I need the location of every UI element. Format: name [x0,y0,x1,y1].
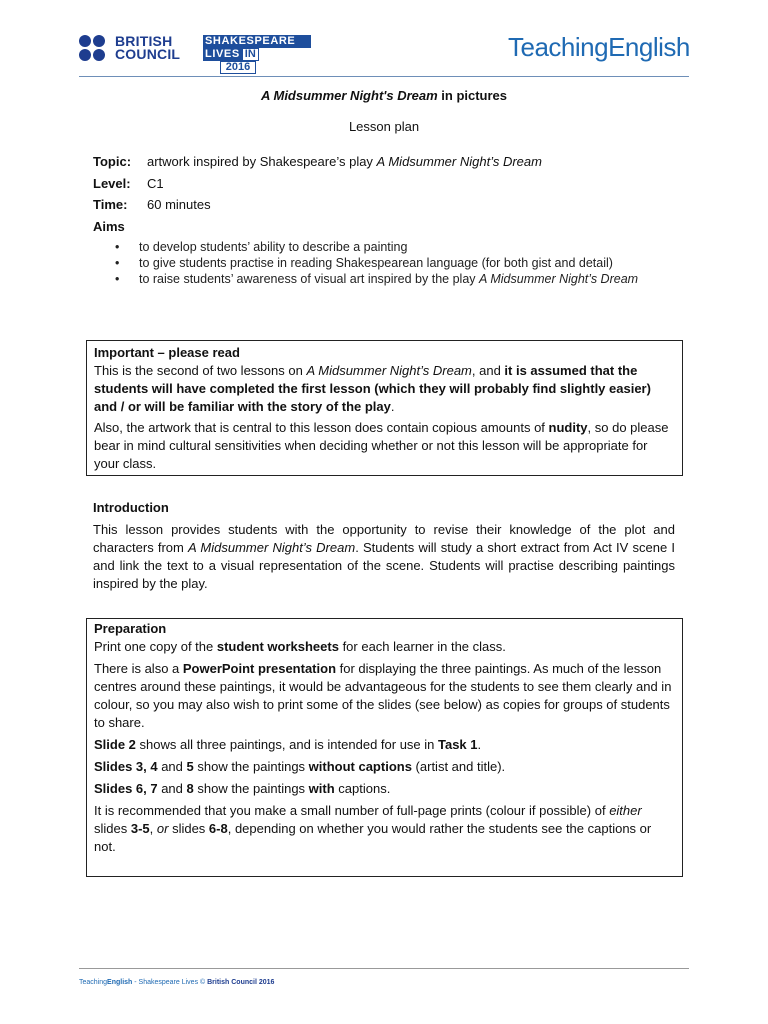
important-paragraph-2: Also, the artwork that is central to this lesson does contain copious amounts of nudity, so do please bear in mind cultural sensitivities when deciding whether or not this lesson will be appropriate for your class. [94,420,669,471]
preparation-heading: Preparation [94,621,167,636]
preparation-paragraph-4: Slides 3, 4 and 5 show the paintings without captions (artist and title). [94,759,506,774]
aims-list [113,240,668,288]
list-item: • to develop students’ ability to describe a painting [113,240,668,255]
shakespeare-lives-logo: SHAKESPEARE LIVES IN 2016 [203,35,311,75]
british-council-dots-icon [79,33,109,63]
document-subtitle: Lesson plan [348,119,420,134]
footer-divider [79,968,689,969]
important-box [86,340,683,476]
introduction-heading: Introduction [93,500,169,515]
introduction-paragraph: This lesson provides students with the opportunity to revise their knowledge of the plot and characters from A Midsummer Night’s Dream. Students will study a short extract from Act IV scene I and link the text to a visual representation of the scene. Students will practise describing paintings inspired by the play. [93,522,675,591]
important-paragraph-1: This is the second of two lessons on A Midsummer Night’s Dream, and it is assumed that the students will have completed the first lesson (which they will probably find slightly easier) and / or will be familiar with the story of the play. [94,363,651,414]
header-divider [79,76,689,77]
preparation-paragraph-1: Print one copy of the student worksheets for each learner in the class. [94,639,506,654]
preparation-box [86,618,683,877]
aims-heading: Aims [93,219,125,234]
preparation-paragraph-5: Slides 6, 7 and 8 show the paintings with captions. [94,781,391,796]
important-heading: Important – please read [94,345,240,360]
british-council-logo [79,33,180,63]
teaching-english-logo: TeachingEnglish [508,32,690,62]
list-item: • to give students practise in reading Shakespearean language (for both gist and detail) [113,256,668,271]
time-row: Time: 60 minutes [93,197,211,212]
topic-row: Topic: artwork inspired by Shakespeare’s play A Midsummer Night’s Dream [93,154,542,169]
preparation-paragraph-2: There is also a PowerPoint presentation for displaying the three paintings. As much of the lesson centres around these paintings, it would be advantageous for the students to see them clearly and in colour, so you may also wish to print some of the slides (see below) as copies for groups of students to share. [94,661,672,730]
document-title: A Midsummer Night's Dream in pictures [260,88,508,103]
list-item: • to raise students’ awareness of visual art inspired by the play A Midsummer Night’s Dream [113,272,668,287]
preparation-paragraph-3: Slide 2 shows all three paintings, and is intended for use in Task 1. [94,737,482,752]
preparation-paragraph-6: It is recommended that you make a small number of full-page prints (colour if possible) of either slides 3-5, or slides 6-8, depending on whether you would rather the students see the captions or not. [94,803,652,854]
british-council-wordmark: BRITISH COUNCIL [115,33,181,62]
level-row: Level: C1 [93,176,164,191]
footer-text: TeachingEnglish - Shakespeare Lives © British Council 2016 [79,979,275,986]
